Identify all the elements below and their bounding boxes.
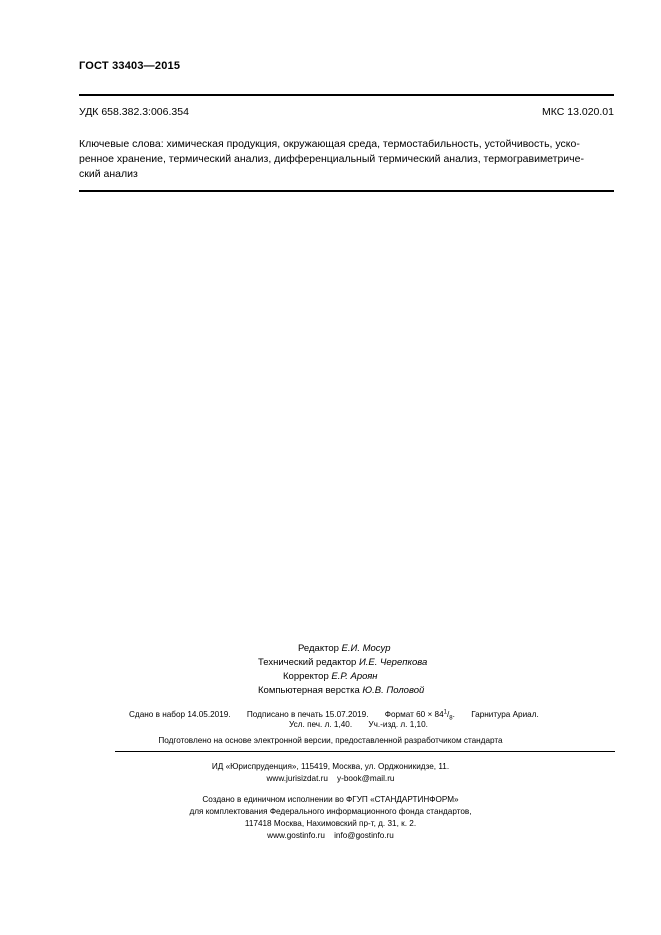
tech-editor-label: Технический редактор (258, 657, 357, 668)
signed-date: Подписано в печать 15.07.2019. (246, 709, 369, 719)
keywords-line-2: ренное хранение, термический анализ, дифференциальный термический анализ, термогравиметриче- (79, 153, 584, 165)
credit-layout (258, 684, 424, 698)
editor-name: Е.И. Мосур (341, 643, 391, 654)
printing-email: info@gostinfo.ru (334, 831, 394, 840)
publisher-email: y-book@mail.ru (337, 774, 395, 783)
printing-site: www.gostinfo.ru (267, 831, 325, 840)
address-line: 117418 Москва, Нахимовский пр-т, д. 31, к. 2. (244, 819, 417, 828)
format-prefix: Формат 60 × 84 (384, 709, 444, 719)
keywords-divider (79, 190, 614, 192)
corrector-label: Корректор (283, 671, 329, 682)
format-suffix: . (452, 709, 455, 719)
publisher-sheets: Уч.-изд. л. 1,10. (368, 720, 428, 729)
typeface: Гарнитура Ариал. (471, 709, 539, 719)
credit-corrector (283, 670, 378, 684)
layout-label: Компьютерная верстка (258, 685, 360, 696)
standard-number: ГОСТ 33403—2015 (79, 60, 181, 72)
keywords-line-1: Ключевые слова: химическая продукция, окружающая среда, термостабильность, устойчивость, уско- (79, 138, 580, 150)
print-sheets: Усл. печ. л. 1,40. (289, 720, 353, 729)
printing-line-2: для комплектования Федерального информационного фонда стандартов, (189, 807, 472, 816)
keywords-paragraph (79, 137, 614, 182)
corrector-name: Е.Р. Ароян (331, 671, 378, 682)
publication-divider (115, 751, 615, 752)
editor-label: Редактор (298, 643, 339, 654)
printing-line-1: Создано в единичном исполнении во ФГУП «СТАНДАРТИНФОРМ» (202, 795, 459, 804)
printing-info (0, 794, 661, 818)
submitted-date: Сдано в набор 14.05.2019. (129, 709, 231, 719)
mks-code: МКС 13.020.01 (542, 106, 614, 118)
tech-editor-name: И.Е. Черепкова (358, 657, 428, 668)
paper-format: Формат $60 \times 84^1/_8$. (384, 709, 455, 722)
publication-row-2 (289, 720, 442, 729)
credit-editor (298, 642, 390, 656)
keywords-line-3: ский анализ (79, 168, 138, 180)
publisher-site: www.jurisizdat.ru (266, 774, 328, 783)
printing-contacts (0, 830, 661, 842)
publisher-line: ИД «Юриспруденция», 115419, Москва, ул. Орджоникидзе, 11. (211, 762, 450, 771)
publisher-info (0, 761, 661, 785)
format-denominator: 8 (449, 715, 453, 722)
udk-code: УДК 658.382.3:006.354 (79, 106, 189, 118)
printing-address (0, 818, 661, 842)
layout-name: Ю.В. Половой (362, 685, 425, 696)
prepared-note: Подготовлено на основе электронной версии, предоставленной разработчиком стандарта (158, 736, 503, 745)
publisher-contacts (0, 773, 661, 785)
credit-tech-editor (258, 656, 427, 670)
format-numerator: 1 (443, 709, 447, 715)
header-divider (79, 94, 614, 96)
